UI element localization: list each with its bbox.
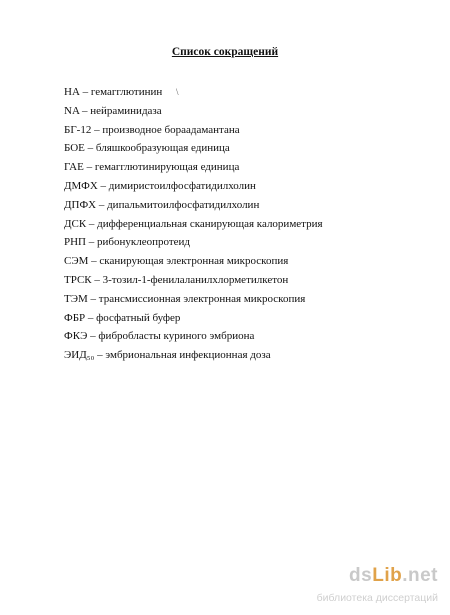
abbreviation-list	[64, 83, 424, 365]
abbreviation-item: ФКЭ – фибробласты куриного эмбриона	[64, 330, 255, 343]
abbreviation-item: ЭИД₅₀ – эмбриональная инфекционная доза	[64, 349, 271, 362]
logo-accent: Lib	[372, 565, 403, 586]
abbreviation-item: ДМФХ – димиристоилфосфатидилхолин	[64, 179, 256, 192]
watermark-subtitle: библиотека диссертаций	[316, 592, 438, 604]
abbreviation-item: ТРСК – 3-тозил-1-фенилаланилхлорметилкетон	[64, 273, 289, 286]
abbreviation-item: ДСК – дифференциальная сканирующая калориметрия	[64, 217, 323, 230]
abbreviation-item: ДПФХ – дипальмитоилфосфатидилхолин	[64, 198, 260, 211]
dslib-watermark	[278, 565, 438, 609]
abbreviation-item: ТЭМ – трансмиссионная электронная микроскопия	[64, 292, 306, 305]
abbreviation-item: ГАЕ – гемагглютинирующая единица	[64, 161, 240, 174]
dslib-logo	[349, 565, 438, 587]
stray-mark: \	[176, 87, 179, 97]
logo-suffix: .net	[402, 565, 438, 586]
abbreviation-item: ФБР – фосфатный буфер	[64, 311, 181, 324]
abbreviation-item: РНП – рибонуклеопротеид	[64, 236, 191, 249]
abbreviation-item: НА – гемагглютинин	[64, 86, 163, 98]
abbreviation-item: БОЕ – бляшкообразующая единица	[64, 142, 230, 155]
abbreviation-item: БГ-12 – производное бораадамантана	[64, 123, 240, 136]
abbreviation-item: NA – нейраминидаза	[64, 104, 162, 117]
page-title: Список сокращений	[171, 46, 279, 58]
logo-prefix: ds	[349, 565, 373, 586]
abbreviation-item: СЭМ – сканирующая электронная микроскопия	[64, 255, 289, 268]
